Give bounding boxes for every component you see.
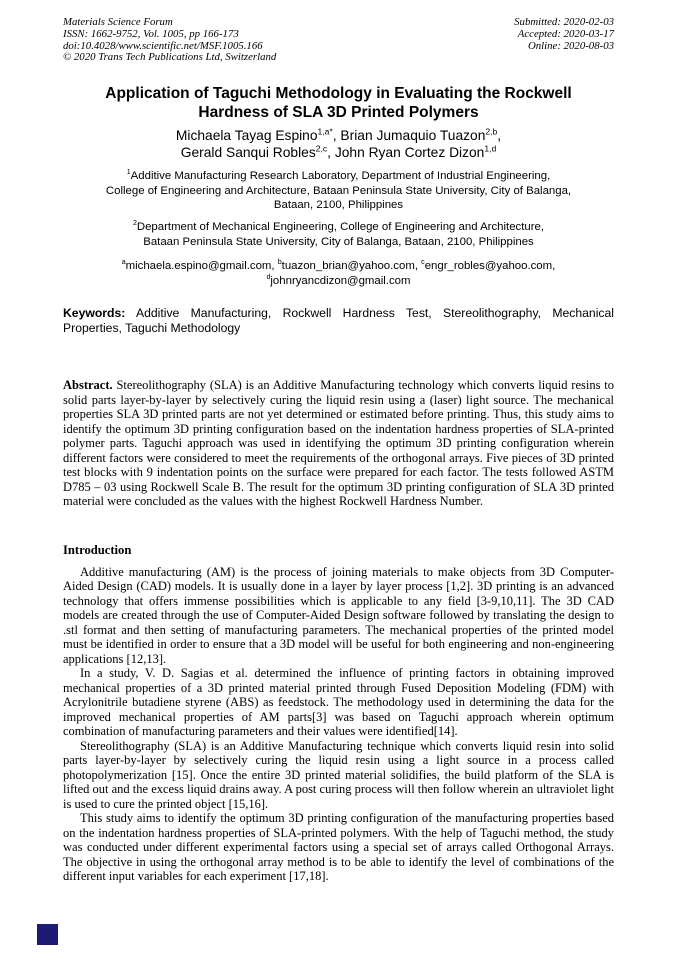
journal-doi: doi:10.4028/www.scientific.net/MSF.1005.166 bbox=[63, 39, 263, 52]
intro-paragraph-3: Stereolithography (SLA) is an Additive Manufacturing technique which converts liquid resin into solid parts layer-by-layer by selectively curing the liquid resin using a light source in a process called photopolymerization [15]. Once the entire 3D printed material solidifies, the build platform of the SLA is lifted out and the excess liquid drains away. A post curing process will then follow wherein an ultraviolet light is used to cure the printed object [15,16]. bbox=[63, 738, 614, 811]
paper-title: Application of Taguchi Methodology in Evaluating the Rockwell Hardness of SLA 3D Printed Polymers bbox=[105, 85, 572, 122]
keywords-text: Additive Manufacturing, Rockwell Hardness Test, Stereolithography, Mechanical Properties, Taguchi Methodology bbox=[63, 306, 614, 336]
affiliation-2: $^2$Department of Mechanical Engineering, College of Engineering and Architecture, Bataan Peninsula State University, City of Balanga, Bataan, 2100, Philippines bbox=[132, 220, 545, 248]
journal-header bbox=[63, 17, 614, 64]
intro-paragraph-2: In a study, V. D. Sagias et al. determined the influence of printing factors in obtaining improved mechanical properties of a 3D printed material printed through Fused Deposition Modeling (FDM) with Acrylonitrile butadiene styrene (ABS) as feedstock. The methodology used in determining the data for the improved mechanical properties of AM parts[3] was based on Taguchi approach wherein optimum combination of manufacturing parameters and their values were identified[14]. bbox=[63, 666, 614, 739]
journal-name: Materials Science Forum bbox=[63, 16, 173, 28]
abstract bbox=[63, 378, 614, 509]
accepted-date: Accepted: 2020-03-17 bbox=[517, 27, 614, 40]
abstract-label: Abstract. bbox=[63, 378, 113, 393]
intro-paragraph-1: Additive manufacturing (AM) is the process of joining materials to make objects from 3D Computer-Aided Design (CAD) models. It is usually done in a layer by layer process [1,2]. 3D printing is an advanced technology that offers immense possibilities which is applicable to any field [3-9,10,11]. The 3D CAD models are created through the use of Computer-Aided Design software followed by translating the design to .stl format and then setting of manufacturing parameters. The mechanical properties of the printed model must be identified in order to ensure that a 3D model will be useful for both engineering and non-engineering applications [12,13]. bbox=[63, 564, 614, 666]
section-heading-introduction: Introduction bbox=[63, 542, 132, 557]
submitted-date: Submitted: 2020-02-03 bbox=[514, 16, 614, 28]
journal-copyright: © 2020 Trans Tech Publications Ltd, Switzerland bbox=[63, 51, 277, 64]
keywords-label: Keywords: bbox=[63, 306, 126, 321]
authors-line: Michaela Tayag Espino$^{1,a*}$, Brian Jumaquio Tuazon$^{2,b}$, Gerald Sanqui Robles$^{2,c}$, John Ryan Cortez Dizon$^{1,d}$ bbox=[175, 126, 502, 161]
publisher-logo-mark bbox=[37, 924, 58, 945]
author-emails: $^a$michaela.espino@gmail.com, $^b$tuazon_brian@yahoo.com, $^c$engr_robles@yahoo.com, $^d$johnryancdizon@gmail.com bbox=[121, 259, 556, 287]
journal-issn-volume: ISSN: 1662-9752, Vol. 1005, pp 166-173 bbox=[63, 27, 239, 40]
submission-dates bbox=[514, 17, 614, 64]
online-date: Online: 2020-08-03 bbox=[527, 39, 614, 52]
journal-info bbox=[63, 17, 276, 64]
intro-paragraph-4: This study aims to identify the optimum 3D printing configuration of the manufacturing properties based on the indentation hardness properties of SLA-printed polymers. With the help of Taguchi method, the study was conducted under different experimental factors using a special set of arrays called Orthogonal Arrays. The objective in using the orthogonal array method is to be able to identify the level of combinations of the different input variables for each experiment [17,18]. bbox=[63, 811, 614, 884]
keywords-line bbox=[63, 306, 614, 336]
abstract-text: Stereolithography (SLA) is an Additive Manufacturing technology which converts liquid resins to solid parts layer-by-layer by selectively curing the liquid resin using a (laser) light source. The mechanical properties SLA 3D printed parts are not yet determined or estimated before printing. Thus, this study aims to identify the optimum 3D printing configuration based on the indentation hardness properties of SLA-printed polymer parts. Taguchi approach was used in identifying the optimum 3D printing configuration wherein different factors were considered to meet the requirements of the orthogonal arrays. Five pieces of 3D printed test blocks with 9 indentation points on the surface were prepared for each factor. The tests followed ASTM D785 – 03 using Rockwell Scale B. The result for the optimum 3D printing configuration of SLA 3D printed material were concluded as the values with the highest Rockwell Hardness Number. bbox=[63, 378, 614, 509]
affiliation-1: $^1$Additive Manufacturing Research Laboratory, Department of Industrial Engineering, College of Engineering and Architecture, Bataan Peninsula State University, City of Balanga, Bataan, 2100, Philippines bbox=[105, 169, 572, 211]
